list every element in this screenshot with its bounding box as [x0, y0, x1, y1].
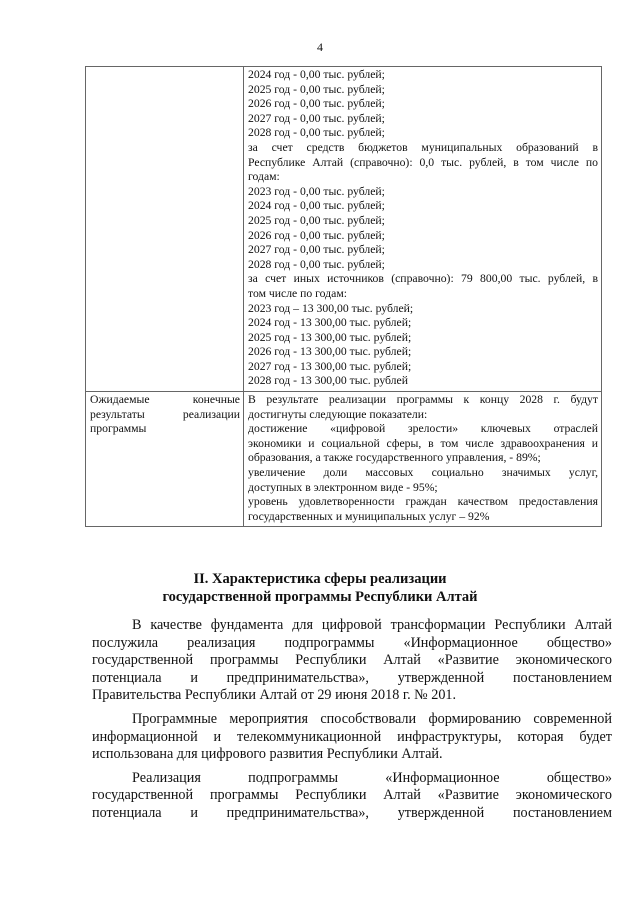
financing-line: 2024 год - 13 300,00 тыс. рублей; [248, 316, 412, 330]
expected-results-label [86, 392, 244, 527]
financing-line: 2028 год - 13 300,00 тыс. рублей [248, 374, 408, 388]
paragraph-line: государственной программы Республики Алтай «Развитие экономического [92, 652, 612, 669]
financing-line: 2023 год – 13 300,00 тыс. рублей; [248, 301, 414, 315]
paragraph-line: информационной и телекоммуникационной инфраструктуры, которая будет [92, 728, 612, 745]
financing-line: Республике Алтай (справочно): 0,0 тыс. рублей, в том числе по [248, 155, 598, 169]
label-line: программы [90, 422, 147, 436]
result-line: достигнуты следующие показатели: [248, 407, 428, 421]
financing-line: 2027 год - 0,00 тыс. рублей; [248, 243, 385, 257]
result-line: уровень удовлетворенности граждан качеством предоставления [248, 495, 598, 509]
paragraph-line: государственной программы Республики Алтай «Развитие экономического [92, 787, 612, 804]
financing-line: 2028 год - 0,00 тыс. рублей; [248, 126, 385, 140]
financing-line: 2024 год - 0,00 тыс. рублей; [248, 199, 385, 213]
paragraph [92, 770, 612, 823]
financing-line: 2025 год - 0,00 тыс. рублей; [248, 213, 385, 227]
paragraph [92, 711, 612, 764]
result-line: государственных и муниципальных услуг – 92% [248, 509, 490, 523]
financing-line: 2024 год - 0,00 тыс. рублей; [248, 68, 385, 81]
section-title-line-2: государственной программы Республики Алтай [162, 589, 478, 605]
paragraph-line: В качестве фундамента для цифровой трансформации Республики Алтай [132, 617, 612, 633]
program-passport-table [85, 66, 602, 527]
body-text [92, 617, 612, 829]
row-label-empty [86, 67, 244, 392]
financing-line: 2023 год - 0,00 тыс. рублей; [248, 184, 385, 198]
financing-line: том числе по годам: [248, 286, 347, 300]
paragraph-line: послужила реализация подпрограммы «Информационное общество» [92, 634, 612, 651]
label-line: Ожидаемые конечные [90, 393, 240, 407]
result-line: увеличение доли массовых социально значимых услуг, [248, 466, 598, 480]
result-line: доступных в электронном виде - 95%; [248, 480, 438, 494]
paragraph-line: Правительства Республики Алтай от 29 июня 2018 г. № 201. [92, 687, 457, 704]
table-row-financing [86, 67, 602, 392]
paragraph-line: Реализация подпрограммы «Информационное общество» [132, 769, 612, 786]
paragraph-line: использована для цифрового развития Республики Алтай. [92, 746, 443, 763]
financing-line: 2027 год - 13 300,00 тыс. рублей; [248, 359, 412, 373]
result-line: экономики и социальной сферы, в том числе здравоохранения и [248, 436, 598, 450]
page-number: 4 [317, 40, 323, 54]
paragraph-line: потенциала и предпринимательства», утвержденной постановлением [92, 669, 612, 686]
financing-line: годам: [248, 170, 280, 184]
paragraph [92, 617, 612, 705]
financing-cell [244, 67, 602, 392]
paragraph-line: Программные мероприятия способствовали формированию современной [132, 710, 612, 727]
table-row-expected-results [86, 392, 602, 527]
financing-line: 2026 год - 13 300,00 тыс. рублей; [248, 345, 412, 359]
financing-line: за счет средств бюджетов муниципальных образований в [248, 140, 598, 154]
result-line: образования, а также государственного управления, - 89%; [248, 451, 541, 465]
paragraph-line: потенциала и предпринимательства», утвержденной постановлением [92, 804, 612, 821]
financing-line: 2025 год - 13 300,00 тыс. рублей; [248, 330, 412, 344]
result-line: В результате реализации программы к концу 2028 г. будут [248, 393, 598, 407]
expected-results-cell [244, 392, 602, 527]
financing-line: 2026 год - 0,00 тыс. рублей; [248, 97, 385, 111]
result-line: достижение «цифровой зрелости» ключевых отраслей [248, 422, 598, 436]
section-heading [0, 570, 640, 606]
label-line: результаты реализации [90, 407, 240, 421]
financing-line: 2028 год - 0,00 тыс. рублей; [248, 257, 385, 271]
section-title-line-1: II. Характеристика сферы реализации [193, 571, 447, 587]
financing-line: 2027 год - 0,00 тыс. рублей; [248, 111, 385, 125]
financing-line: 2026 год - 0,00 тыс. рублей; [248, 228, 385, 242]
financing-line: 2025 год - 0,00 тыс. рублей; [248, 82, 385, 96]
financing-line: за счет иных источников (справочно): 79 800,00 тыс. рублей, в [248, 272, 598, 286]
